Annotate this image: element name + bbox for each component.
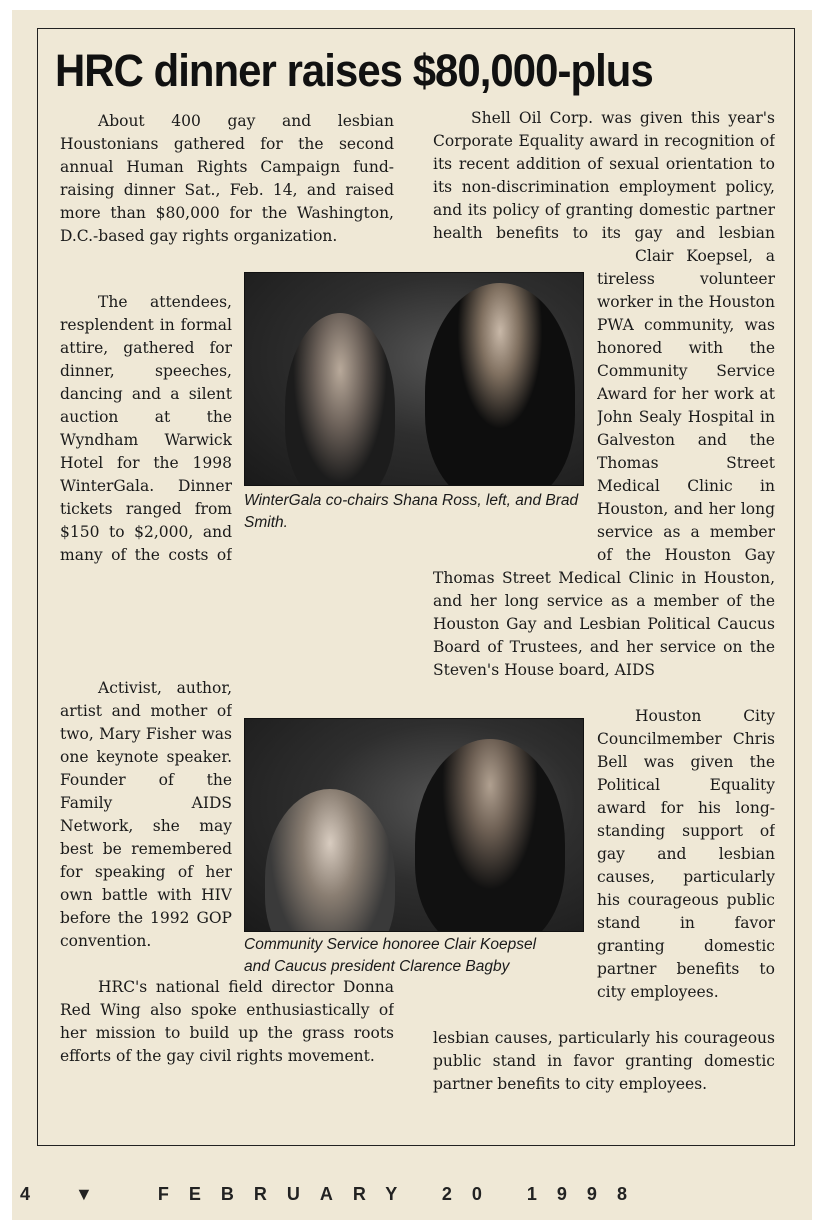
man-silhouette-2 xyxy=(415,739,565,932)
photo-wintergala-cochairs xyxy=(244,272,584,486)
paragraph-activist: Activist, author, artist and mother of two, Mary Fisher was one keynote speaker. Founder of the Family AIDS Network, she may best be remembered for speaking of her own battle with HIV before the 1992 GOP convention. xyxy=(60,679,232,950)
page-footer xyxy=(20,1184,780,1208)
issue-date: FEBRUARY 20 1998 xyxy=(157,1184,647,1204)
column-2-top xyxy=(433,107,775,245)
photo-2-caption: Community Service honoree Clair Koepsel and Caucus president Clarence Bagby xyxy=(244,936,537,975)
column-1-bottom xyxy=(60,976,394,1114)
man-silhouette xyxy=(425,283,575,486)
photo-1-caption: WinterGala co-chairs Shana Ross, left, and Brad Smith. xyxy=(244,492,579,531)
woman-silhouette xyxy=(285,313,395,486)
paragraph-intro: About 400 gay and lesbian Houstonians gathered for the second annual Human Rights Campaign fund-raising dinner Sat., Feb. 14, and raised more than $80,000 for the Washington, D.C.-based gay rights organization. xyxy=(60,112,394,245)
column-2-wrap-lower xyxy=(597,705,775,1027)
paragraph-koepsel-cont: Thomas Street Medical Clinic in Houston, and her long service as a member of the Houston Gay and Lesbian Political Caucus Board of Trustees, and her service on the Steven's House board, AIDS xyxy=(433,569,775,679)
paragraph-bell-cont: lesbian causes, particularly his courageous public stand in favor granting domestic partner benefits to city employees. xyxy=(433,1029,775,1093)
paragraph-attendees: The attendees, resplendent in formal attire, gathered for dinner, speeches, dancing and a silent auction at the Wyndham Warwick Hotel for the 1998 WinterGala. Dinner tickets ranged from $150 to $2,000, and many of the costs of xyxy=(60,293,232,564)
column-1-top xyxy=(60,110,394,248)
woman-silhouette-2 xyxy=(265,789,395,932)
paragraph-shell: Shell Oil Corp. was given this year's Corporate Equality award in recognition of its recent addition of sexual orientation to its non-discrimination employment policy, and its policy of granting domestic partner health benefits to its gay and lesbian xyxy=(433,109,775,242)
headline: HRC dinner raises $80,000-plus xyxy=(55,45,653,96)
column-2-bottom xyxy=(433,1027,775,1119)
paragraph-bell: Houston City Councilmember Chris Bell was given the Political Equality award for his long-standing support of gay and lesbian causes, particularly his courageous public stand in favor granting domestic partner benefits to city employees. xyxy=(597,707,775,1001)
column-1-activist xyxy=(60,677,232,976)
photo-community-service xyxy=(244,718,584,932)
column-1-wrap xyxy=(60,291,232,567)
page-number: 4 xyxy=(20,1184,51,1204)
paragraph-field-director: HRC's national field director Donna Red Wing also spoke enthusiastically of her mission to build up the grass roots efforts of the gay civil rights movement. xyxy=(60,978,394,1065)
paragraph-koepsel: Clair Koepsel, a tireless volunteer worker in the Houston PWA community, was honored with the Community Service Award for her work at John Sealy Hospital in Galveston and the Thomas Street Medical Clinic in Houston, and her long service as a member of the Houston Gay xyxy=(597,247,775,564)
down-arrow-icon: ▼ xyxy=(75,1184,93,1204)
column-2-wrap xyxy=(597,245,775,567)
column-2-mid xyxy=(433,567,775,705)
